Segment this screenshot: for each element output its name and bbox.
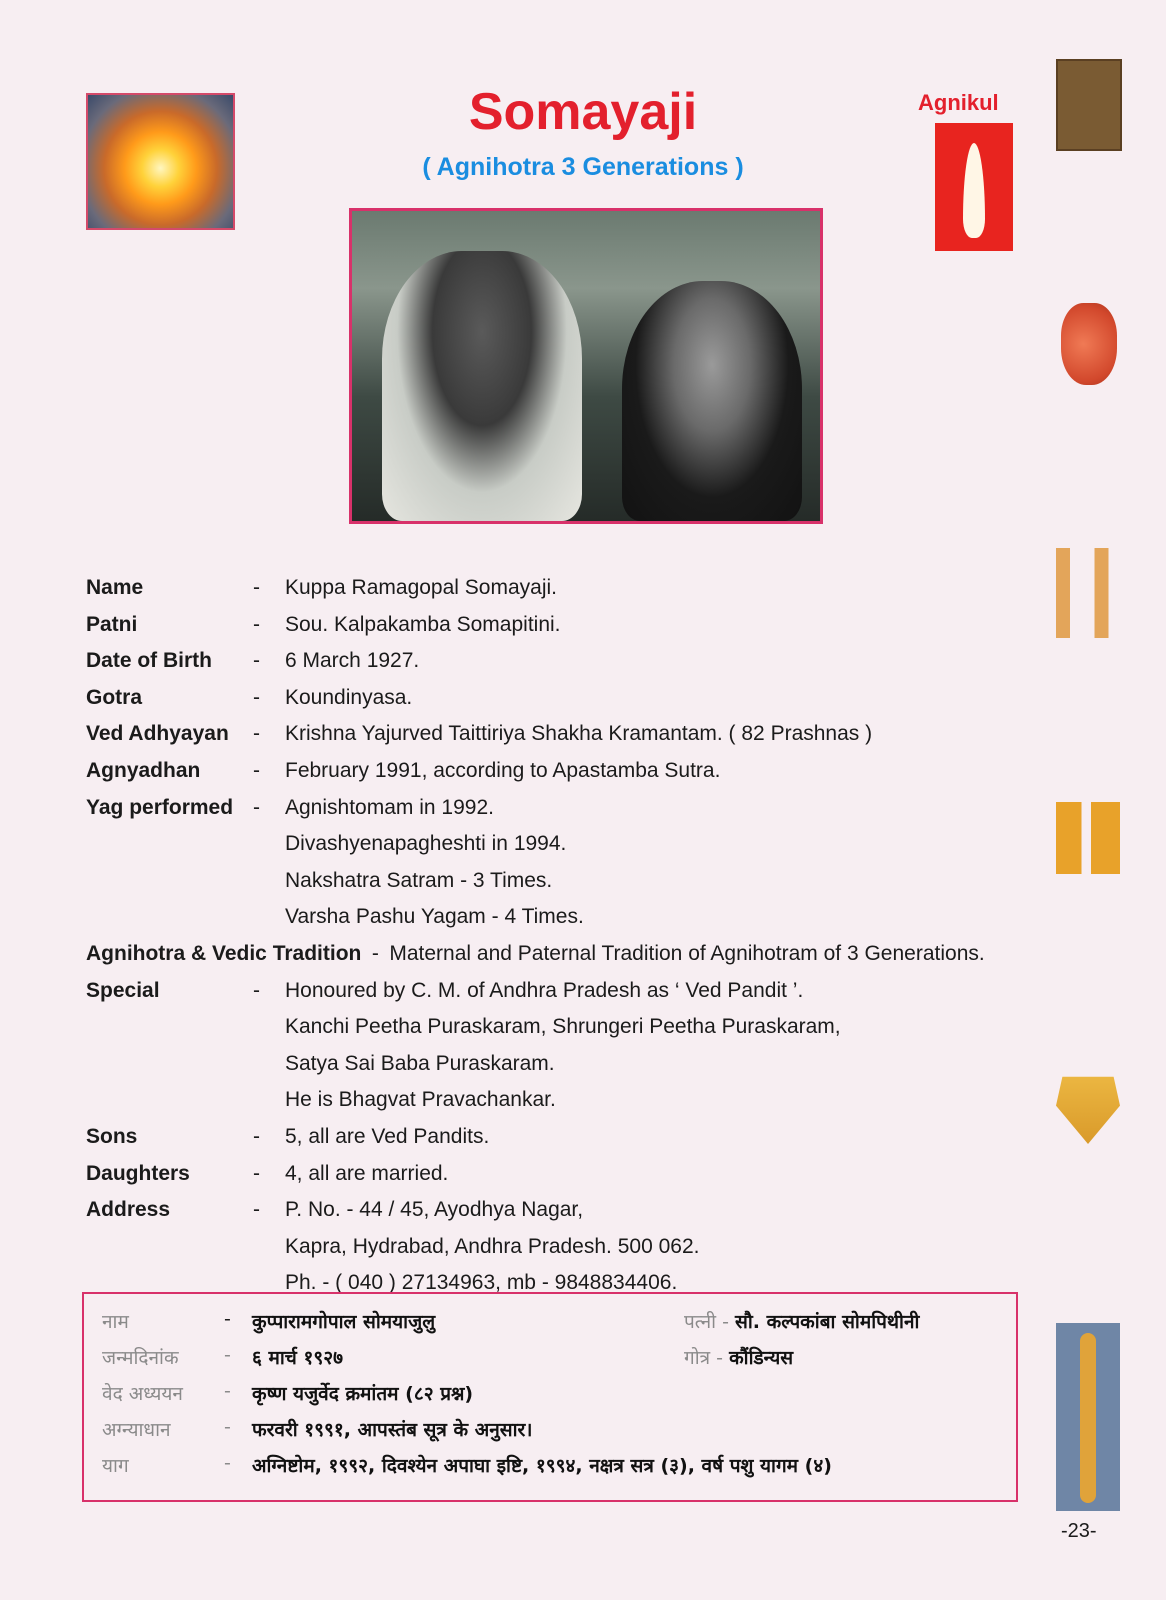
detail-value: 6 March 1927.: [285, 649, 420, 673]
detail-dash: -: [253, 795, 260, 819]
detail-continuation: Ph. - ( 040 ) 27134963, mb - 9848834406.: [285, 1271, 678, 1295]
detail-continuation: Nakshatra Satram - 3 Times.: [285, 868, 553, 892]
hindi-dash: -: [224, 1308, 231, 1330]
detail-row-dob: [86, 643, 1066, 680]
detail-label: Patni: [86, 612, 138, 636]
detail-dash: -: [253, 612, 260, 636]
hindi-value: कौंडिन्यस: [729, 1347, 794, 1369]
clay-pot-image: [1061, 303, 1117, 385]
hindi-label: अग्न्याधान: [102, 1419, 171, 1441]
detail-dash: -: [253, 685, 260, 709]
detail-row-daughters: [86, 1156, 1066, 1193]
hindi-label: नाम: [102, 1311, 129, 1333]
hindi-value: अग्निष्टोम, १९९२, दिवश्येन अपाघा इष्टि, १९९४, नक्षत्र सत्र (३), वर्ष पशु यागम (४): [252, 1455, 832, 1477]
detail-value: Sou. Kalpakamba Somapitini.: [285, 612, 561, 636]
detail-row-name: [86, 570, 1066, 607]
detail-label: Address: [86, 1198, 171, 1222]
page-number: -23-: [1061, 1520, 1097, 1542]
detail-dash: -: [253, 758, 260, 782]
wooden-stool-image: [1056, 59, 1122, 151]
detail-continuation: He is Bhagvat Pravachankar.: [285, 1088, 556, 1112]
detail-dash: -: [253, 576, 260, 599]
hindi-value: ६ मार्च १९२७: [252, 1347, 343, 1369]
detail-dash: -: [371, 941, 379, 965]
detail-value: Honoured by C. M. of Andhra Pradesh as ‘ Ved Pandit ’.: [285, 978, 804, 1002]
hindi-label: याग: [102, 1455, 129, 1477]
detail-value: Koundinyasa.: [285, 685, 413, 709]
detail-row-address: [86, 1192, 1066, 1229]
detail-label: Agnyadhan: [86, 758, 201, 782]
agnikul-flame-logo: [935, 123, 1013, 251]
detail-label: Ved Adhyayan: [86, 722, 229, 746]
detail-value: Kuppa Ramagopal Somayaji.: [285, 576, 557, 599]
hindi-row-patni: [684, 1308, 919, 1334]
detail-label: Special: [86, 978, 160, 1002]
detail-dash: -: [253, 1124, 260, 1148]
hindi-dash: -: [224, 1380, 231, 1402]
woman-figure: [622, 281, 802, 521]
detail-dash: -: [253, 1198, 260, 1222]
hindi-label: गोत्र: [684, 1347, 711, 1369]
detail-value: P. No. - 44 / 45, Ayodhya Nagar,: [285, 1198, 584, 1222]
detail-value: Maternal and Paternal Tradition of Agnihotram of 3 Generations.: [389, 941, 985, 965]
detail-value: 4, all are married.: [285, 1161, 449, 1185]
hindi-dash: -: [224, 1452, 231, 1474]
detail-row-gotra: [86, 680, 1066, 717]
hindi-dash: -: [224, 1416, 231, 1438]
flame-icon: [963, 143, 985, 238]
hindi-row-ved: [102, 1380, 183, 1406]
detail-label: Agnihotra & Vedic Tradition: [86, 941, 362, 965]
hindi-row-yag: [102, 1452, 129, 1478]
detail-label: Name: [86, 576, 144, 599]
hindi-row-janm: [102, 1344, 179, 1370]
page-title: Somayaji: [468, 83, 698, 141]
page-subtitle: ( Agnihotra 3 Generations ): [422, 153, 744, 181]
hindi-row-gotra: [684, 1344, 793, 1370]
detail-continuation: Varsha Pashu Yagam - 4 Times.: [285, 905, 584, 929]
detail-continuation: Divashyenapagheshti in 1994.: [285, 832, 567, 856]
detail-row-patni: [86, 607, 1066, 644]
detail-row-yag: [86, 790, 1066, 827]
hindi-dash: -: [722, 1311, 729, 1333]
detail-row-ved: [86, 716, 1066, 753]
hindi-row-naam: [102, 1308, 129, 1334]
hindi-label: वेद अध्ययन: [102, 1383, 183, 1405]
detail-label: Gotra: [86, 685, 143, 709]
agnikul-label: Agnikul: [918, 90, 999, 115]
rod-shape: [1080, 1333, 1096, 1503]
details-section: [86, 570, 1066, 1302]
detail-dash: -: [253, 1161, 260, 1185]
hindi-row-agnyadhan: [102, 1416, 171, 1442]
detail-continuation: Satya Sai Baba Puraskaram.: [285, 1051, 555, 1075]
detail-label: Yag performed: [86, 795, 234, 819]
detail-row-agnihotra: [86, 936, 1066, 973]
detail-label: Daughters: [86, 1161, 190, 1185]
detail-dash: -: [253, 978, 260, 1002]
detail-label: Date of Birth: [86, 649, 212, 673]
hindi-value: कृष्ण यजुर्वेद क्रमांतम (८२ प्रश्न): [252, 1383, 474, 1405]
hindi-value: फरवरी १९९१, आपस्तंब सूत्र के अनुसार।: [252, 1419, 533, 1441]
hindi-dash: -: [716, 1347, 724, 1369]
detail-continuation: Kanchi Peetha Puraskaram, Shrungeri Peetha Puraskaram,: [285, 1015, 841, 1039]
detail-continuation: Kapra, Hydrabad, Andhra Pradesh. 500 062.: [285, 1234, 700, 1258]
hindi-summary-box: [82, 1292, 1018, 1502]
detail-row-sons: [86, 1119, 1066, 1156]
hindi-dash: -: [224, 1344, 231, 1366]
detail-dash: -: [253, 722, 260, 746]
ritual-stick-image: [1056, 1323, 1120, 1511]
detail-value: 5, all are Ved Pandits.: [285, 1124, 490, 1148]
hindi-label: जन्मदिनांक: [102, 1347, 179, 1369]
detail-row-special: [86, 973, 1066, 1010]
couple-portrait-photo: [349, 208, 823, 524]
detail-label: Sons: [86, 1124, 138, 1148]
hindi-value: सौ. कल्पकांबा सोमपिथीनी: [735, 1311, 920, 1333]
detail-value: Krishna Yajurved Taittiriya Shakha Kramantam. ( 82 Prashnas ): [285, 722, 873, 746]
detail-row-agnyadhan: [86, 753, 1066, 790]
hindi-value: कुप्पारामगोपाल सोमयाजुलु: [252, 1311, 436, 1333]
detail-dash: -: [253, 649, 260, 673]
hindi-label: पत्नी: [684, 1311, 717, 1333]
man-figure: [382, 251, 582, 521]
detail-value: Agnishtomam in 1992.: [285, 795, 494, 819]
detail-value: February 1991, according to Apastamba Sutra.: [285, 758, 721, 782]
